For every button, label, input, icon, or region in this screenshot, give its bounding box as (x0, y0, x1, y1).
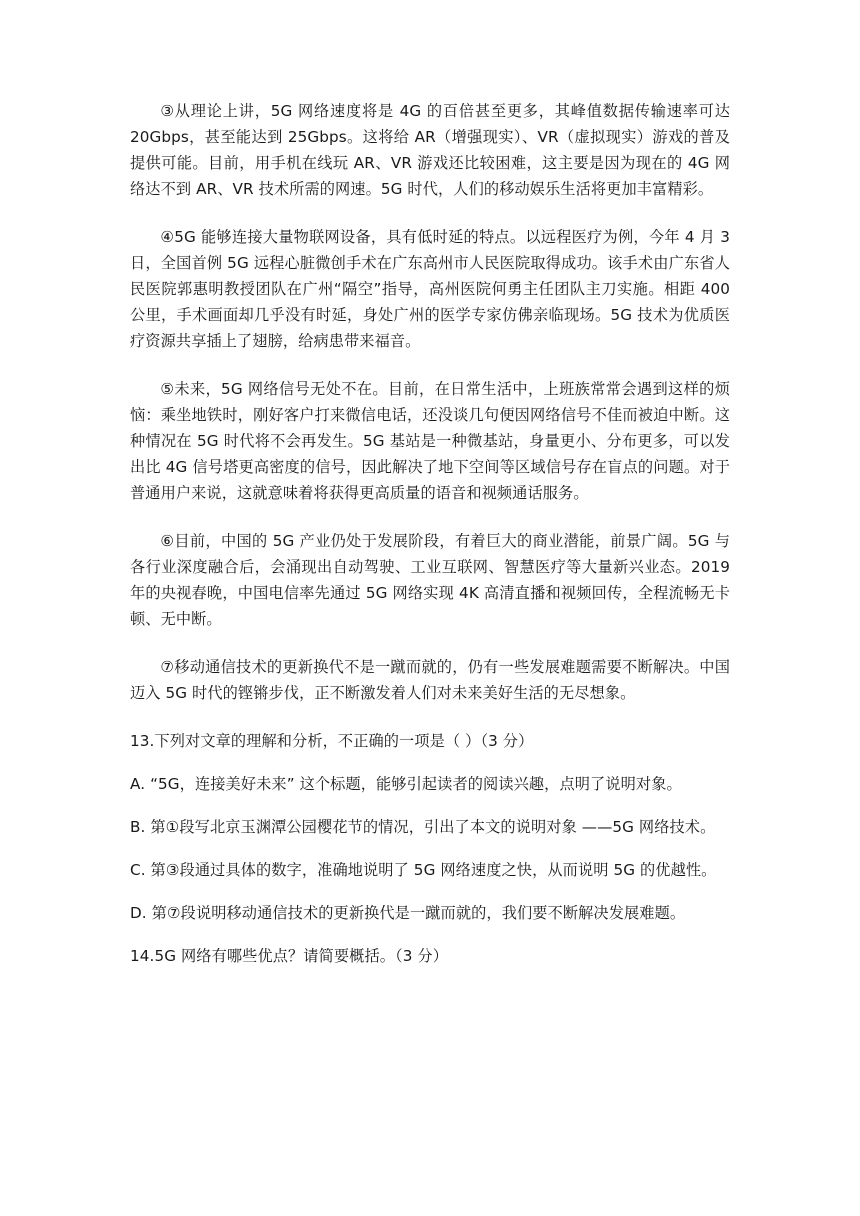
paragraph-5: ⑤未来，5G 网络信号无处不在。目前，在日常生活中，上班族常常会遇到这样的烦恼：乘坐地铁时，刚好客户打来微信电话，还没谈几句便因网络信号不佳而被迫中断。这种情况在 5G 时代将不会再发生。5G 基站是一种微基站，身量更小、分布更多，可以发出比 4G 信号塔更高密度的信号，因此解决了地下空间等区域信号存在盲点的问题。对于普通用户来说，这就意味着将获得更高质量的语音和视频通话服务。 (130, 380, 730, 502)
question-14 (130, 943, 730, 969)
document-page (130, 98, 730, 986)
question-13-option-b: B. 第①段写北京玉渊潭公园樱花节的情况，引出了本文的说明对象 ——5G 网络技术。 (130, 818, 716, 836)
question-13-option-d: D. 第⑦段说明移动通信技术的更新换代是一蹴而就的，我们要不断解决发展难题。 (130, 904, 686, 922)
question-14-stem: 14.5G 网络有哪些优点？请简要概括。（3 分） (130, 947, 448, 965)
question-13 (130, 728, 730, 926)
question-13-option-a: A. “5G，连接美好未来” 这个标题，能够引起读者的阅读兴趣，点明了说明对象。 (130, 775, 682, 793)
paragraph-6: ⑥目前，中国的 5G 产业仍处于发展阶段，有着巨大的商业潜能，前景广阔。5G 与各行业深度融合后，会涌现出自动驾驶、工业互联网、智慧医疗等大量新兴业态。2019 年的央视春晚，中国电信率先通过 5G 网络实现 4K 高清直播和视频回传，全程流畅无卡顿、无中断。 (130, 532, 730, 628)
paragraph-3: ③从理论上讲，5G 网络速度将是 4G 的百倍甚至更多，其峰值数据传输速率可达 20Gbps，甚至能达到 25Gbps。这将给 AR（增强现实）、VR（虚拟现实）游戏的普及提供可能。目前，用手机在线玩 AR、VR 游戏还比较困难，这主要是因为现在的 4G 网络达不到 AR、VR 技术所需的网速。5G 时代，人们的移动娱乐生活将更加丰富精彩。 (130, 102, 730, 198)
question-13-stem: 13.下列对文章的理解和分析，不正确的一项是（ ）（3 分） (130, 732, 534, 750)
paragraph-4: ④5G 能够连接大量物联网设备，具有低时延的特点。以远程医疗为例，今年 4 月 3 日，全国首例 5G 远程心脏微创手术在广东高州市人民医院取得成功。该手术由广东省人民医院郭惠明教授团队在广州“隔空”指导，高州医院何勇主任团队主刀实施。相距 400 公里，手术画面却几乎没有时延，身处广州的医学专家仿佛亲临现场。5G 技术为优质医疗资源共享插上了翅膀，给病患带来福音。 (130, 228, 730, 350)
paragraph-7: ⑦移动通信技术的更新换代不是一蹴而就的，仍有一些发展难题需要不断解决。中国迈入 5G 时代的铿锵步伐，正不断激发着人们对未来美好生活的无尽想象。 (130, 658, 730, 702)
question-13-option-c: C. 第③段通过具体的数字，准确地说明了 5G 网络速度之快，从而说明 5G 的优越性。 (130, 861, 717, 879)
